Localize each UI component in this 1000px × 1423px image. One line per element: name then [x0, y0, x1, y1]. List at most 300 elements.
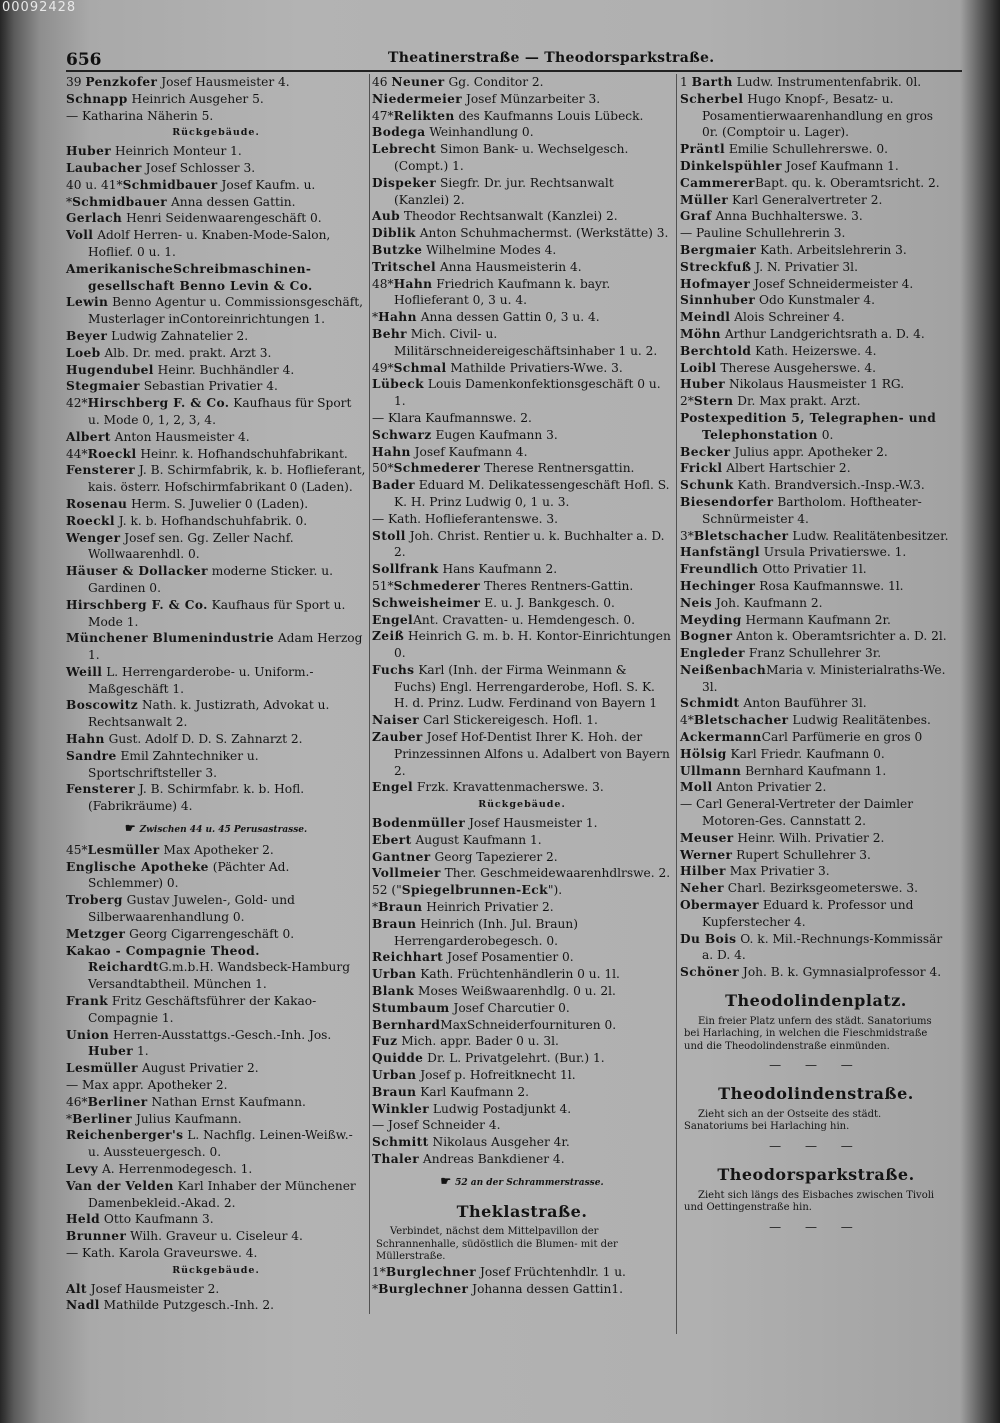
entry-name: Schnapp — [66, 91, 128, 106]
entry-detail: Mich. Civil- u. Militärschneidereigeschäftsinhaber 1 u. 2. — [394, 326, 658, 358]
entry-detail: Wilhelmine Modes 4. — [422, 242, 557, 257]
entry-name: Stumbaum — [372, 1000, 450, 1015]
entry-name: Schmidbauer — [122, 177, 218, 192]
text: — — — — [769, 1138, 863, 1153]
directory-entry — [680, 561, 952, 578]
entry-name: Meuser — [680, 830, 734, 845]
entry-detail: 50* — [372, 461, 394, 476]
entry-name: Sollfrank — [372, 562, 439, 577]
entry-detail: Franz Schullehrer 3r. — [744, 646, 882, 661]
text: Theodolindenstraße. — [718, 1084, 914, 1104]
directory-entry — [66, 563, 366, 597]
entry-detail: Anton Bauführer 3l. — [739, 696, 867, 711]
entry-name: Niedermeier — [372, 91, 463, 106]
entry-detail: Eduard k. Professor und Kupferstecher 4. — [702, 898, 914, 929]
entry-detail: — Max appr. Apotheker 2. — [66, 1078, 228, 1093]
directory-entry — [680, 830, 952, 847]
entry-detail: Mathilde Privatiers-Wwe. 3. — [446, 360, 623, 375]
entry-detail: Andreas Bankdiener 4. — [419, 1152, 565, 1166]
entry-detail: Josef Kaufmann 1. — [782, 158, 899, 173]
page-number: 656 — [66, 50, 102, 70]
entry-detail: Ludw. Realitätenbesitzer. — [788, 528, 949, 543]
directory-entry — [372, 141, 672, 175]
directory-entry — [372, 460, 672, 477]
directory-entry — [66, 892, 366, 926]
directory-entry — [680, 460, 952, 477]
entry-detail: Georg Tapezierer 2. — [430, 849, 558, 864]
directory-entry — [680, 225, 952, 242]
entry-name: Moll — [680, 780, 713, 795]
directory-entry — [372, 628, 672, 662]
entry-name: Möhn — [680, 326, 721, 341]
entry-detail: Eugen Kaufmann 3. — [431, 427, 558, 442]
entry-name: Hechinger — [680, 578, 756, 593]
entry-name: Schunk — [680, 478, 734, 493]
directory-entry — [372, 1084, 672, 1101]
entry-name: Stoll — [372, 528, 406, 543]
entry-detail: Mathilde Putzgesch.-Inh. 2. — [99, 1298, 275, 1313]
entry-name: Laubacher — [66, 160, 142, 175]
directory-entry — [66, 513, 366, 530]
entry-name: Braun — [372, 916, 417, 931]
directory-entry — [372, 427, 672, 444]
directory-entry — [372, 779, 672, 796]
directory-entry — [66, 1094, 366, 1111]
entry-detail: Otto Privatier 1l. — [758, 562, 867, 577]
street-description — [684, 1016, 948, 1054]
directory-entry — [372, 595, 672, 612]
directory-entry — [66, 697, 366, 731]
entry-name: Graf — [680, 209, 712, 224]
entry-detail: Kaufhaus für Sport u. Mode 0, 1, 2, 3, 4. — [88, 396, 352, 427]
directory-entry — [680, 931, 952, 965]
entry-detail: Weinhandlung 0. — [425, 125, 534, 140]
entry-name: Bernhard — [372, 1017, 441, 1032]
entry-detail: Therese Ausgeherswe. 4. — [716, 360, 877, 375]
directory-entry — [66, 328, 366, 345]
directory-entry — [372, 1151, 672, 1168]
entry-name: Kakao - Compagnie Theod. Reichardt — [66, 943, 260, 975]
entry-name: AmerikanischeSchreibmaschinen-gesellschaft Benno Levin & Co. — [66, 261, 313, 293]
entry-name: Engel — [372, 612, 414, 627]
entry-detail: Josef Schneidermeister 4. — [750, 276, 914, 291]
entry-detail: L. Nachflg. Leinen-Weißw.- u. Aussteuergesch. 0. — [88, 1128, 353, 1160]
entry-detail: Charl. Bezirksgeometerswe. 3. — [723, 881, 919, 896]
entry-detail: Joh. Kaufmann 2. — [712, 595, 823, 610]
directory-entry — [680, 208, 952, 225]
directory-entry — [372, 832, 672, 849]
entry-detail: * — [372, 310, 379, 325]
entry-detail: Hugo Knopf-, Besatz- u. Posamentierwaarenhandlung en gros 0r. (Comptoir u. Lager). — [702, 91, 934, 140]
directory-entry — [680, 376, 952, 393]
directory-entry — [680, 292, 952, 309]
directory-entry — [680, 74, 952, 91]
entry-name: Schmidbauer — [72, 194, 168, 209]
entry-name: Voll — [66, 228, 94, 243]
entry-detail: Heinrich G. m. b. H. Kontor-Einrichtungen 0. — [394, 629, 671, 661]
entry-detail: Heinr. k. Hofhandschuhfabrikant. — [136, 446, 348, 461]
entry-name: Zeiß — [372, 629, 405, 644]
entry-detail: Josef Posamentier 0. — [443, 950, 574, 965]
entry-detail: Anton Schuhmachermst. (Werkstätte) 3. — [415, 226, 669, 241]
directory-entry — [66, 1060, 366, 1077]
entry-name: Behr — [372, 326, 407, 341]
directory-entry — [66, 345, 366, 362]
directory-entry — [372, 326, 672, 360]
entry-detail: — Katharina Näherin 5. — [66, 108, 214, 123]
directory-entry — [66, 630, 366, 664]
directory-entry — [372, 1101, 672, 1118]
directory-entry — [66, 1111, 366, 1128]
directory-entry — [66, 731, 366, 748]
entry-detail: MaxSchneiderfournituren 0. — [440, 1017, 617, 1032]
entry-name: Hölsig — [680, 746, 727, 761]
entry-name: Cammerer — [680, 175, 755, 190]
directory-entry — [66, 1297, 366, 1314]
entry-detail: Josef Hof-Dentist Ihrer K. Hoh. der Prinzessinnen Alfons u. Adalbert von Bayern 2. — [394, 730, 670, 778]
directory-entry — [66, 210, 366, 227]
entry-name: Sandre — [66, 748, 117, 763]
directory-entry — [680, 729, 952, 746]
cross-reference-note — [372, 1173, 672, 1192]
entry-detail: 51* — [372, 578, 394, 593]
directory-entry — [372, 276, 672, 310]
entry-detail: Emilie Schullehrerswe. 0. — [725, 142, 888, 157]
entry-name: Butzke — [372, 242, 423, 257]
directory-entry — [680, 91, 952, 141]
entry-name: Quidde — [372, 1051, 424, 1066]
entry-detail: Friedrich Kaufmann k. bayr. Hoflieferant 0, 3 u. 4. — [394, 276, 611, 308]
entry-name: Nadl — [66, 1298, 100, 1313]
directory-entry — [372, 882, 672, 899]
entry-name: Schmal — [393, 360, 447, 375]
entry-name: Werner — [680, 847, 733, 862]
directory-entry — [372, 1117, 672, 1134]
directory-entry — [66, 1161, 366, 1178]
street-heading — [680, 1164, 952, 1184]
entry-detail: Eduard M. Delikatessengeschäft Hofl. S. K. H. Prinz Ludwig 0, 1 u. 3. — [394, 478, 670, 509]
directory-entry — [66, 429, 366, 446]
entry-detail: (Pächter Ad. Schlemmer) 0. — [88, 859, 290, 891]
directory-entry — [372, 578, 672, 595]
entry-detail: Kath. Arbeitslehrerin 3. — [756, 242, 907, 257]
entry-detail: Emil Zahntechniker u. Sportschriftsteller 3. — [88, 748, 259, 780]
entry-detail: L. Herrengarderobe- u. Uniform.-Maßgeschäft 1. — [88, 664, 314, 696]
entry-name: Fuchs — [372, 662, 415, 677]
directory-entry — [372, 849, 672, 866]
entry-name: Sinnhuber — [680, 293, 756, 308]
directory-entry — [372, 1067, 672, 1084]
entry-detail: Heinrich Ausgeher 5. — [127, 91, 264, 106]
entry-name: Burglechner — [385, 1264, 477, 1279]
entry-name: Berchtold — [680, 343, 752, 358]
directory-entry — [66, 1077, 366, 1094]
cross-reference-note — [66, 820, 366, 839]
entry-detail: * — [66, 194, 73, 209]
directory-entry — [66, 859, 366, 893]
entry-detail: Josef Hausmeister 2. — [86, 1281, 220, 1296]
entry-detail: Kath. Brandversich.-Insp.-W.3. — [733, 478, 925, 493]
entry-detail: 0. — [817, 427, 834, 442]
entry-detail: 46* — [66, 1094, 88, 1109]
entry-name: Hahn — [66, 732, 105, 747]
directory-entry — [66, 926, 366, 943]
entry-name: Beyer — [66, 328, 108, 343]
entry-detail: Josef sen. Gg. Zeller Nachf. Wollwaarenhdl. 0. — [88, 530, 294, 562]
entry-name: Huber — [88, 1044, 134, 1059]
directory-entry — [372, 561, 672, 578]
directory-entry — [372, 511, 672, 528]
entry-detail: Anton Privatier 2. — [712, 780, 827, 795]
entry-detail: Theres Rentners-Gattin. — [480, 578, 634, 593]
entry-detail: 45* — [66, 842, 88, 857]
entry-detail: Ther. Geschmeidewaarenhdlrswe. 2. — [440, 866, 671, 881]
entry-name: Lübeck — [372, 377, 424, 392]
directory-entry — [372, 208, 672, 225]
entry-detail: Josef Charcutier 0. — [449, 1000, 570, 1015]
entry-name: Gerlach — [66, 211, 123, 226]
entry-detail: Bapt. qu. k. Oberamtsricht. 2. — [754, 175, 940, 190]
entry-name: Loibl — [680, 360, 717, 375]
entry-name: Hofmayer — [680, 276, 751, 291]
text: Zieht sich längs des Eisbaches zwischen Tivoli und Oettingenstraße hin. — [684, 1189, 935, 1214]
directory-entry — [680, 763, 952, 780]
entry-detail: Heinr. Buchhändler 4. — [153, 362, 295, 377]
entry-detail: Josef Münzarbeiter 3. — [462, 91, 601, 106]
directory-entry — [66, 108, 366, 125]
directory-entry — [680, 175, 952, 192]
entry-name: Hahn — [378, 310, 417, 325]
separator — [680, 1057, 952, 1074]
entry-detail: 49* — [372, 360, 394, 375]
directory-entry — [372, 662, 672, 712]
directory-entry — [680, 242, 952, 259]
entry-detail: Henri Seidenwaarengeschäft 0. — [122, 211, 322, 226]
entry-name: Hanfstängl — [680, 545, 760, 560]
directory-entry — [372, 1264, 672, 1281]
entry-name: Bogner — [680, 629, 733, 644]
directory-entry — [66, 1127, 366, 1161]
entry-name: Winkler — [372, 1101, 430, 1116]
entry-name: Postexpedition 5, Telegraphen- und Telephonstation — [680, 410, 937, 442]
directory-entry — [372, 124, 672, 141]
entry-name: Schmederer — [393, 461, 481, 476]
directory-entry — [680, 494, 952, 528]
entry-detail: J. N. Privatier 3l. — [751, 259, 858, 274]
entry-name: Held — [66, 1212, 101, 1227]
entry-detail: Max Privatier 3. — [725, 864, 830, 879]
entry-detail: 42* — [66, 396, 88, 411]
entry-name: Diblik — [372, 226, 416, 241]
entry-detail: 46 — [372, 75, 392, 89]
street-description — [684, 1190, 948, 1215]
entry-name: Levy — [66, 1162, 99, 1176]
entry-detail: Nikolaus Hausmeister 1 RG. — [725, 377, 905, 392]
directory-entry — [680, 544, 952, 561]
entry-detail: Dr. L. Privatgelehrt. (Bur.) 1. — [423, 1051, 605, 1066]
entry-name: Roeckl — [87, 446, 137, 461]
entry-name: Weill — [66, 664, 103, 679]
entry-detail: Rosa Kaufmannswe. 1l. — [755, 578, 904, 593]
entry-detail: Ludwig Realitätenbes. — [788, 713, 931, 728]
directory-entry — [372, 309, 672, 326]
entry-name: Du Bois — [680, 931, 737, 946]
entry-name: Neuner — [391, 75, 445, 89]
pointing-hand-icon: ☛ — [124, 821, 136, 836]
entry-name: Dinkelspühler — [680, 158, 782, 173]
directory-entry — [372, 225, 672, 242]
entry-name: Fensterer — [66, 463, 136, 478]
entry-name: Bader — [372, 478, 415, 493]
entry-name: Reichenberger's — [66, 1128, 184, 1143]
entry-detail: Adam Herzog 1. — [88, 631, 363, 663]
directory-entry — [66, 1178, 366, 1212]
entry-detail: Ludwig Postadjunkt 4. — [429, 1101, 572, 1116]
directory-entry — [372, 712, 672, 729]
entry-detail: A. Herrenmodegesch. 1. — [98, 1162, 253, 1176]
entry-name: Bodega — [372, 125, 426, 140]
entry-name: Wenger — [66, 530, 121, 545]
directory-entry — [680, 326, 952, 343]
directory-entry — [66, 1245, 366, 1262]
entry-name: Schöner — [680, 965, 740, 980]
entry-detail: Herm. S. Juwelier 0 (Laden). — [127, 496, 309, 511]
entry-detail: moderne Sticker. u. Gardinen 0. — [88, 564, 333, 595]
entry-detail: Josef Kaufm. u. — [217, 177, 316, 192]
entry-detail: Julius Kaufmann. — [132, 1111, 242, 1126]
entry-name: Hilber — [680, 864, 726, 879]
directory-entry — [66, 1211, 366, 1228]
directory-entry — [66, 143, 366, 160]
directory-entry — [372, 1033, 672, 1050]
entry-detail: Ludw. Instrumentenfabrik. 0l. — [732, 75, 922, 89]
street-heading — [680, 993, 952, 1010]
directory-entry — [372, 916, 672, 950]
directory-entry — [66, 362, 366, 379]
entry-detail: Karl Friedr. Kaufmann 0. — [726, 746, 885, 761]
entry-detail: "). — [547, 883, 563, 898]
directory-entry — [372, 865, 672, 882]
entry-detail: Benno Agentur u. Commissionsgeschäft, Musterlager inContoreinrichtungen 1. — [88, 295, 363, 327]
directory-entry — [66, 294, 366, 328]
directory-entry — [680, 779, 952, 796]
directory-entry — [372, 949, 672, 966]
entry-name: Tritschel — [372, 259, 436, 274]
entry-detail: Heinrich (Inh. Jul. Braun) Herrengarderobegesch. 0. — [394, 916, 578, 948]
entry-name: Metzger — [66, 926, 126, 941]
directory-entry — [680, 863, 952, 880]
entry-name: Neis — [680, 595, 712, 610]
entry-name: Gantner — [372, 849, 431, 864]
entry-name: Brunner — [66, 1229, 127, 1244]
directory-entry — [66, 177, 366, 194]
entry-detail: Anna dessen Gattin 0, 3 u. 4. — [416, 310, 600, 325]
entry-detail: Heinrich Privatier 2. — [422, 900, 554, 915]
entry-name: Troberg — [66, 893, 123, 908]
entry-detail: Hans Kaufmann 2. — [438, 562, 558, 577]
directory-entry — [680, 612, 952, 629]
entry-detail: Anton Hausmeister 4. — [110, 429, 250, 444]
directory-entry — [372, 966, 672, 983]
entry-name: Bletschacher — [693, 713, 789, 728]
directory-entry — [372, 91, 672, 108]
directory-entry — [66, 74, 366, 91]
separator — [680, 1219, 952, 1236]
directory-entry — [680, 796, 952, 830]
directory-entry — [680, 444, 952, 461]
entry-name: Bletschacher — [693, 528, 789, 543]
entry-detail: Gg. Conditor 2. — [444, 75, 544, 89]
entry-detail: Maria v. Ministerialraths-We. 3l. — [702, 662, 946, 694]
directory-entry — [66, 1281, 366, 1298]
entry-detail: Karl Inhaber der Münchener Damenbekleid.-Akad. 2. — [88, 1178, 356, 1210]
entry-detail: Adolf Herren- u. Knaben-Mode-Salon, Hoflief. 0 u. 1. — [88, 228, 331, 259]
entry-detail: Simon Bank- u. Wechselgesch. (Compt.) 1. — [394, 142, 629, 173]
directory-entry — [680, 880, 952, 897]
entry-detail: 1 — [680, 75, 692, 89]
directory-entry — [680, 628, 952, 645]
directory-entry — [66, 194, 366, 211]
text: Rückgebäude. — [478, 799, 566, 811]
directory-entry — [66, 462, 366, 496]
entry-detail: Max Apotheker 2. — [159, 842, 274, 857]
directory-entry — [66, 91, 366, 108]
street-description — [684, 1109, 948, 1134]
entry-name: Burglechner — [378, 1281, 469, 1296]
entry-detail: * — [372, 900, 379, 915]
directory-entry — [372, 612, 672, 629]
entry-detail: Albert Hartschier 2. — [722, 461, 851, 476]
entry-detail: Dr. Max prakt. Arzt. — [733, 394, 861, 409]
entry-detail: Georg Cigarrengeschäft 0. — [125, 926, 295, 941]
entry-detail: August Privatier 2. — [137, 1061, 259, 1076]
directory-entry — [372, 899, 672, 916]
directory-entry — [680, 712, 952, 729]
entry-detail: 39 — [66, 75, 86, 89]
directory-entry — [66, 993, 366, 1027]
entry-detail: — Kath. Karola Graveurswe. 4. — [66, 1245, 258, 1260]
directory-entry — [680, 645, 952, 662]
directory-entry — [372, 1281, 672, 1298]
text: 52 an der Schrammerstrasse. — [455, 1177, 604, 1188]
entry-detail: Josef Früchtenhdlr. 1 u. — [476, 1264, 626, 1279]
entry-detail: J. B. Schirmfabr. k. b. Hofl. (Fabrikräume) 4. — [88, 782, 305, 814]
directory-entry — [680, 360, 952, 377]
entry-name: Penzkofer — [85, 75, 158, 89]
entry-name: Huber — [66, 144, 112, 159]
scan-id: 00092428 — [2, 0, 77, 15]
directory-entry — [680, 578, 952, 595]
directory-entry — [680, 662, 952, 696]
entry-detail: 1* — [372, 1264, 386, 1279]
entry-detail: Therese Rentnersgattin. — [480, 461, 635, 476]
entry-detail: 4* — [680, 713, 694, 728]
entry-detail: G.m.b.H. Wandsbeck-Hamburg Versandtabtheil. München 1. — [88, 960, 351, 992]
entry-name: Ullmann — [680, 763, 742, 778]
entry-detail: Hermann Kaufmann 2r. — [741, 612, 891, 627]
entry-name: Biesendorfer — [680, 494, 774, 509]
entry-detail: 1. — [133, 1044, 149, 1059]
entry-name: Becker — [680, 444, 731, 459]
entry-name: Hirschberg F. & Co. — [87, 396, 230, 411]
entry-detail: Karl (Inh. der Firma Weinmann & Fuchs) Engl. Herrengarderobe, Hofl. S. K. H. d. Prinz. Ludw. Ferdinand von Bayern 1 — [394, 662, 658, 711]
entry-detail: Wilh. Graveur u. Ciseleur 4. — [126, 1229, 303, 1244]
directory-entry — [680, 410, 952, 444]
entry-name: Berliner — [72, 1111, 133, 1126]
directory-entry — [372, 1017, 672, 1034]
column-divider — [369, 74, 370, 1314]
directory-entry — [372, 983, 672, 1000]
